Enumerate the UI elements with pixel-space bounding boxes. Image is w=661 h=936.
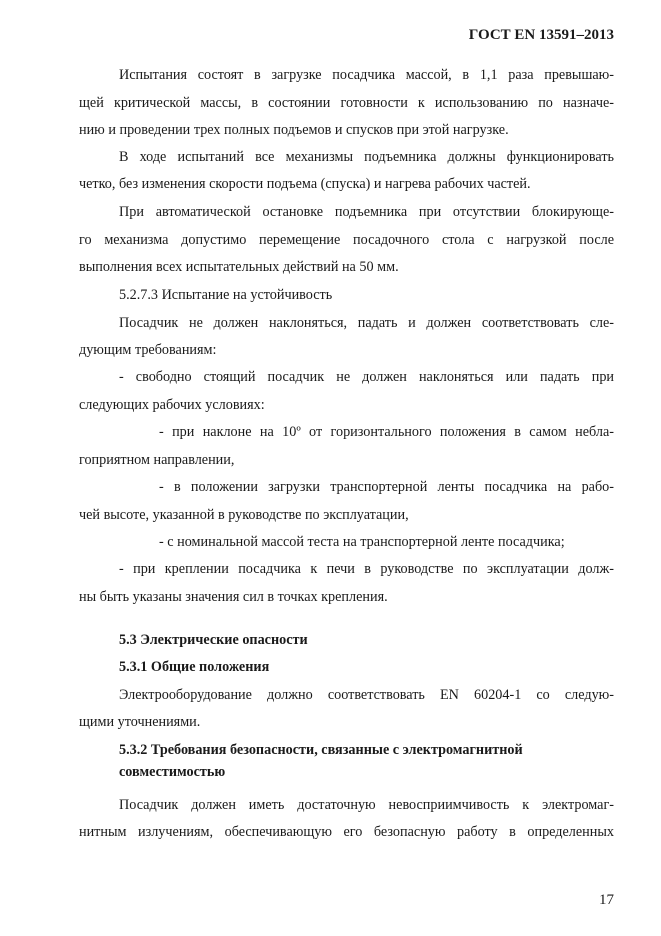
text-line: щей критической массы, в состоянии готовности к использованию по назначе- bbox=[79, 95, 614, 111]
section-heading: совместимостью bbox=[119, 764, 226, 780]
page-number: 17 bbox=[599, 892, 614, 908]
list-item: - в положении загрузки транспортерной ленты посадчика на рабо- bbox=[159, 479, 614, 495]
section-heading: 5.3 Электрические опасности bbox=[119, 632, 308, 648]
text-line: следующих рабочих условиях: bbox=[79, 397, 265, 413]
text-line: Электрооборудование должно соответствовать EN 60204-1 со следую- bbox=[119, 687, 614, 703]
text-line: нитным излучениям, обеспечивающую его безопасную работу в определенных bbox=[79, 824, 614, 840]
section-heading: 5.3.2 Требования безопасности, связанные с электромагнитной bbox=[119, 742, 523, 758]
subsection-title: 5.2.7.3 Испытание на устойчивость bbox=[119, 287, 333, 303]
text-line: щими уточнениями. bbox=[79, 714, 201, 730]
list-item: - свободно стоящий посадчик не должен наклоняться или падать при bbox=[119, 369, 614, 385]
text-line: Испытания состоят в загрузке посадчика массой, в 1,1 раза превышаю- bbox=[119, 67, 614, 83]
text-line: При автоматической остановке подъемника при отсутствии блокирующе- bbox=[119, 204, 614, 220]
text-line: ны быть указаны значения сил в точках крепления. bbox=[79, 589, 388, 605]
text-line: нию и проведении трех полных подъемов и спусков при этой нагрузке. bbox=[79, 122, 509, 138]
text-line: дующим требованиям: bbox=[79, 342, 217, 358]
text-line: четко, без изменения скорости подъема (спуска) и нагрева рабочих частей. bbox=[79, 176, 531, 192]
document-header-id: ГОСТ EN 13591–2013 bbox=[468, 27, 614, 43]
text-line: чей высоте, указанной в руководстве по эксплуатации, bbox=[79, 507, 409, 523]
text-line: выполнения всех испытательных действий на 50 мм. bbox=[79, 259, 399, 275]
text-line: Посадчик должен иметь достаточную невосприимчивость к электромаг- bbox=[119, 797, 614, 813]
text-line: гоприятном направлении, bbox=[79, 452, 235, 468]
text-line: Посадчик не должен наклоняться, падать и должен соответствовать сле- bbox=[119, 315, 614, 331]
list-item: - при креплении посадчика к печи в руководстве по эксплуатации долж- bbox=[119, 561, 614, 577]
text-line: го механизма допустимо перемещение посадочного стола с нагрузкой после bbox=[79, 232, 614, 248]
list-item: - с номинальной массой теста на транспортерной ленте посадчика; bbox=[159, 534, 565, 550]
section-heading: 5.3.1 Общие положения bbox=[119, 659, 270, 675]
list-item: - при наклоне на 10º от горизонтального положения в самом небла- bbox=[159, 424, 614, 440]
text-line: В ходе испытаний все механизмы подъемника должны функционировать bbox=[119, 149, 614, 165]
